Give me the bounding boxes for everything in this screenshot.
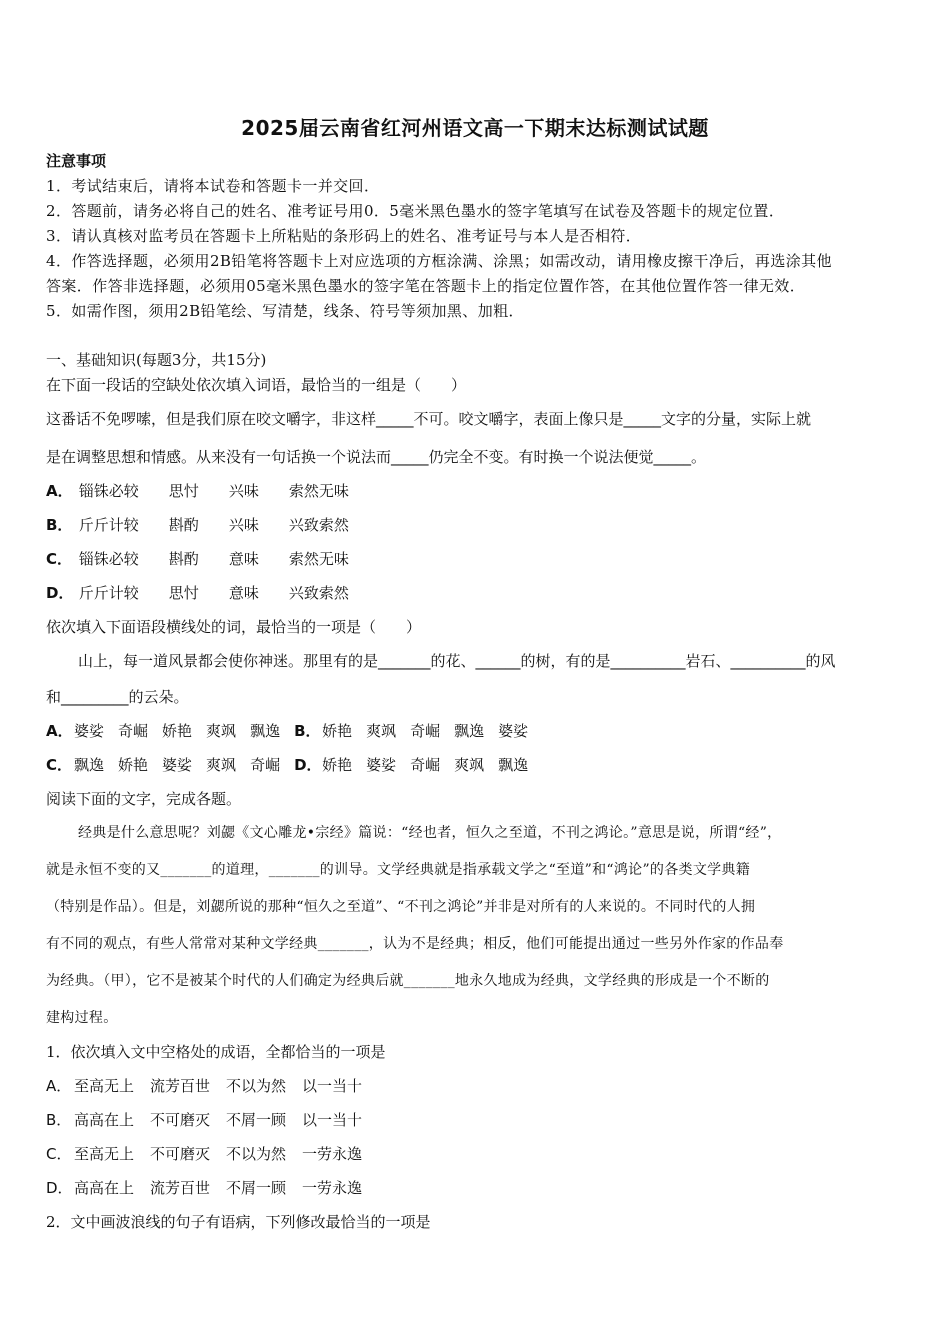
question-stem: 2．文中画波浪线的句子有语病，下列修改最恰当的一项是 — [46, 1213, 431, 1231]
notice-item: 5．如需作图，须用2B铅笔绘、写清楚，线条、符号等须加黑、加粗． — [46, 302, 524, 320]
option-b[interactable] — [46, 514, 910, 536]
notice-item: 答案．作答非选择题，必须用05毫米黑色墨水的签字笔在答题卡上的指定位置作答，在其他位置作答一律无效． — [46, 277, 806, 295]
option-word: 爽飒 — [366, 722, 397, 740]
option-c[interactable] — [46, 1143, 910, 1165]
reading-intro: 阅读下面的文字，完成各题。 — [46, 790, 242, 808]
option-word: 意味 — [228, 584, 259, 602]
option-word: 飘逸 — [454, 722, 485, 740]
option-word: 不可磨灭 — [150, 1145, 211, 1163]
notice-heading: 注意事项 — [46, 152, 107, 170]
reading-passage-line: （特别是作品）。但是，刘勰所说的那种“恒久之至道”、“不刊之鸿论”并非是对所有的人来说的。不同时代的人拥 — [46, 899, 756, 915]
option-word: 索然无味 — [288, 482, 349, 500]
option-word: 婆娑 — [74, 722, 105, 740]
option-d[interactable] — [46, 582, 910, 604]
question-passage: 山上，每一道风景都会使你神迷。那里有的是_______的花、______的树，有的是__________岩石、__________的风 — [78, 652, 836, 670]
option-word: 兴味 — [228, 516, 259, 534]
option-word: 至高无上 — [74, 1077, 135, 1095]
option-word: 索然无味 — [288, 550, 349, 568]
option-word: 锱铢必较 — [78, 482, 139, 500]
reading-passage-line: 就是永恒不变的又_______的道理，_______的训导。文学经典就是指承载文学之“至道”和“鸿论”的各类文学典籍 — [46, 862, 751, 878]
option-label: A． — [46, 482, 73, 500]
reading-passage-line: 有不同的观点，有些人常常对某种文学经典_______，认为不是经典；相反，他们可能提出通过一些另外作家的作品奉 — [46, 936, 784, 952]
option-label: B． — [46, 1111, 72, 1129]
option-word: 斤斤计较 — [78, 516, 139, 534]
option-word: 爽飒 — [454, 756, 485, 774]
option-word: 思忖 — [168, 482, 199, 500]
option-label: D． — [46, 1179, 73, 1197]
option-word: 不屑一顾 — [226, 1111, 287, 1129]
option-word: 不以为然 — [226, 1077, 287, 1095]
option-word: 流芳百世 — [150, 1077, 211, 1095]
reading-passage-line: 为经典。（甲），它不是被某个时代的人们确定为经典后就_______地永久地成为经典，文学经典的形成是一个不断的 — [46, 973, 770, 989]
option-word: 兴致索然 — [288, 584, 349, 602]
option-label: D． — [294, 756, 322, 774]
option-word: 飘逸 — [250, 722, 281, 740]
option-word: 斟酌 — [168, 516, 199, 534]
option-word: 奇崛 — [410, 756, 441, 774]
question-passage: 和_________的云朵。 — [46, 688, 189, 706]
option-word: 思忖 — [168, 584, 199, 602]
option-word: 以一当十 — [302, 1111, 363, 1129]
reading-passage-line: 经典是什么意思呢？刘勰《文心雕龙•宗经》篇说：“经也者，恒久之至道，不刊之鸿论。”意思是说，所谓“经”， — [78, 825, 782, 841]
reading-passage-line: 建构过程。 — [46, 1010, 118, 1026]
option-word: 高高在上 — [74, 1179, 135, 1197]
option-a[interactable] — [46, 1075, 910, 1097]
page-title: 2025届云南省红河州语文高一下期末达标测试试题 — [241, 116, 709, 140]
option-word: 奇崛 — [410, 722, 441, 740]
option-word: 飘逸 — [74, 756, 105, 774]
options-row-cd[interactable] — [46, 754, 910, 776]
option-a[interactable] — [46, 480, 910, 502]
option-word: 不屑一顾 — [226, 1179, 287, 1197]
option-word: 娇艳 — [322, 756, 353, 774]
notice-item: 3．请认真核对监考员在答题卡上所粘贴的条形码上的姓名、准考证号与本人是否相符． — [46, 227, 642, 245]
option-word: 奇崛 — [118, 722, 149, 740]
option-word: 以一当十 — [302, 1077, 363, 1095]
option-label: A． — [46, 1077, 72, 1095]
section-heading: 一、基础知识(每题3分，共15分) — [46, 351, 267, 369]
option-word: 娇艳 — [322, 722, 353, 740]
option-label: B． — [294, 722, 321, 740]
question-stem: 在下面一段话的空缺处依次填入词语，最恰当的一组是（ ） — [46, 376, 467, 394]
option-word: 婆娑 — [498, 722, 529, 740]
option-word: 至高无上 — [74, 1145, 135, 1163]
option-label: A． — [46, 722, 73, 740]
option-b[interactable] — [46, 1109, 910, 1131]
option-word: 娇艳 — [162, 722, 193, 740]
option-word: 爽飒 — [206, 722, 237, 740]
option-word: 飘逸 — [498, 756, 529, 774]
notice-item: 2．答题前，请务必将自己的姓名、准考证号用0．5毫米黑色墨水的签字笔填写在试卷及答题卡的规定位置． — [46, 202, 785, 220]
question-stem: 依次填入下面语段横线处的词，最恰当的一项是（ ） — [46, 618, 422, 636]
option-word: 娇艳 — [118, 756, 149, 774]
option-label: C． — [46, 550, 73, 568]
option-label: C． — [46, 1145, 72, 1163]
option-word: 一劳永逸 — [302, 1145, 363, 1163]
option-label: D． — [46, 584, 74, 602]
notice-item: 4．作答选择题，必须用2B铅笔将答题卡上对应选项的方框涂满、涂黑；如需改动，请用橡皮擦干净后，再选涂其他 — [46, 252, 832, 270]
option-label: B． — [46, 516, 73, 534]
option-word: 锱铢必较 — [78, 550, 139, 568]
question-passage: 这番话不免啰嗦，但是我们原在咬文嚼字，非这样_____不可。咬文嚼字，表面上像只是_____文字的分量，实际上就 — [46, 410, 812, 428]
option-word: 兴味 — [228, 482, 259, 500]
option-word: 意味 — [228, 550, 259, 568]
option-word: 斟酌 — [168, 550, 199, 568]
option-word: 流芳百世 — [150, 1179, 211, 1197]
options-row-ab[interactable] — [46, 720, 910, 742]
option-word: 不可磨灭 — [150, 1111, 211, 1129]
option-word: 婆娑 — [162, 756, 193, 774]
option-c[interactable] — [46, 548, 910, 570]
notice-item: 1．考试结束后，请将本试卷和答题卡一并交回． — [46, 177, 380, 195]
option-d[interactable] — [46, 1177, 910, 1199]
option-word: 爽飒 — [206, 756, 237, 774]
option-word: 一劳永逸 — [302, 1179, 363, 1197]
option-word: 斤斤计较 — [78, 584, 139, 602]
option-word: 奇崛 — [250, 756, 281, 774]
question-stem: 1．依次填入文中空格处的成语，全都恰当的一项是 — [46, 1043, 386, 1061]
option-word: 不以为然 — [226, 1145, 287, 1163]
question-passage: 是在调整思想和情感。从来没有一句话换一个说法而_____仍完全不变。有时换一个说法便觉_____。 — [46, 448, 707, 466]
option-word: 高高在上 — [74, 1111, 135, 1129]
option-word: 兴致索然 — [288, 516, 349, 534]
option-word: 婆娑 — [366, 756, 397, 774]
option-label: C． — [46, 756, 73, 774]
